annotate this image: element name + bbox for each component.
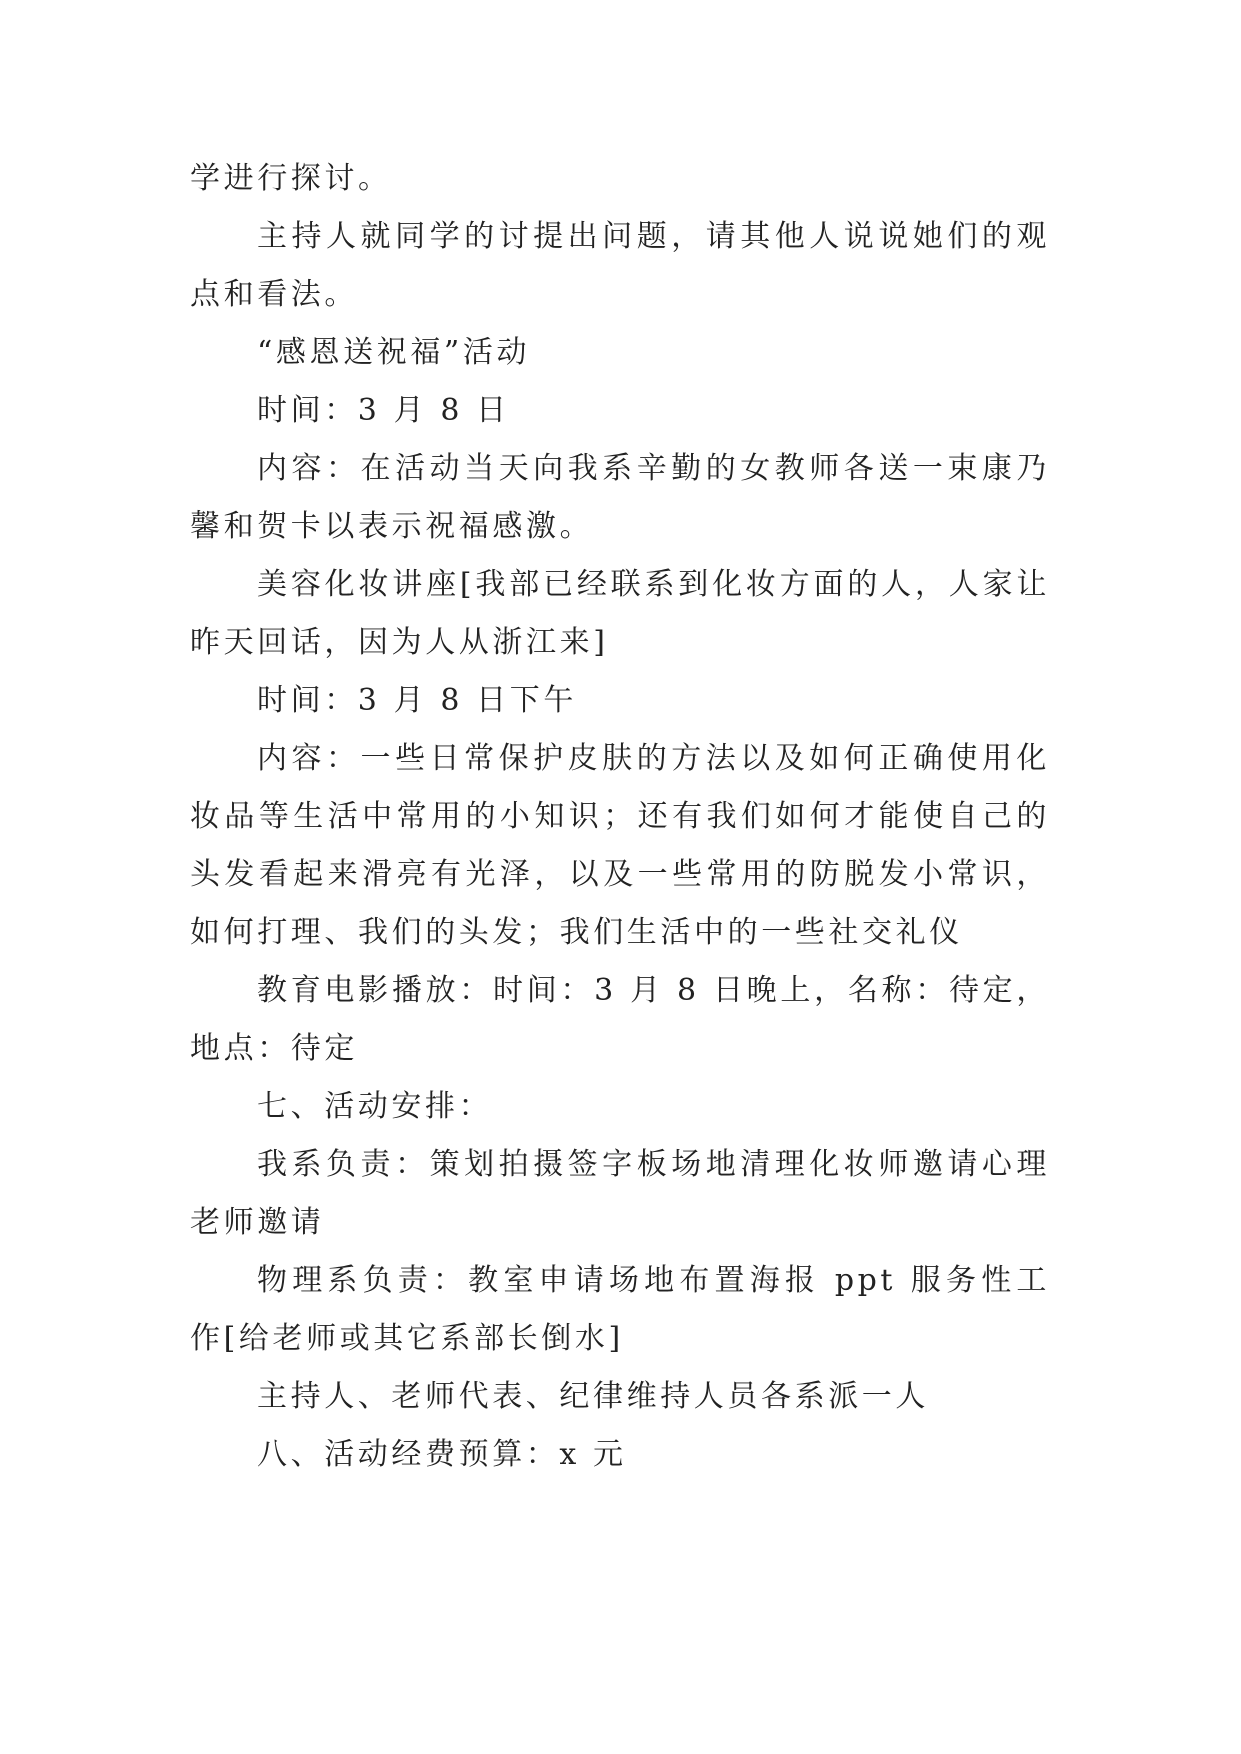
paragraph-continuation: 学进行探讨。 xyxy=(190,161,392,196)
heading-gratitude-activity: “感恩送祝福”活动 xyxy=(257,335,531,370)
paragraph-content-1: 内容：在活动当天向我系辛勤的女教师各送一束康乃馨和贺卡以表示祝福感激。 xyxy=(190,451,1050,544)
heading-arrangement: 七、活动安排： xyxy=(257,1089,493,1124)
paragraph-time-1: 时间：3 月 8 日 xyxy=(257,393,510,428)
paragraph-staff: 主持人、老师代表、纪律维持人员各系派一人 xyxy=(257,1379,929,1414)
heading-makeup-lecture: 美容化妆讲座[我部已经联系到化妆方面的人，人家让昨天回话，因为人从浙江来] xyxy=(190,567,1050,660)
paragraph-content-2: 内容：一些日常保护皮肤的方法以及如何正确使用化妆品等生活中常用的小知识；还有我们如何才能使自己的头发看起来滑亮有光泽，以及一些常用的防脱发小常识，如何打理、我们的头发；我们生活中的一些社交礼仪 xyxy=(190,741,1050,950)
paragraph-movie: 教育电影播放：时间：3 月 8 日晚上，名称：待定，地点：待定 xyxy=(190,973,1050,1066)
paragraph-time-2: 时间：3 月 8 日下午 xyxy=(257,683,577,718)
heading-budget: 八、活动经费预算：x 元 xyxy=(257,1437,627,1472)
paragraph-host-question: 主持人就同学的讨提出问题，请其他人说说她们的观点和看法。 xyxy=(190,219,1050,312)
paragraph-our-dept: 我系负责：策划拍摄签字板场地清理化妆师邀请心理老师邀请 xyxy=(190,1147,1050,1240)
document-page xyxy=(190,150,1050,1484)
paragraph-physics-dept: 物理系负责：教室申请场地布置海报 ppt 服务性工作[给老师或其它系部长倒水] xyxy=(190,1263,1050,1356)
